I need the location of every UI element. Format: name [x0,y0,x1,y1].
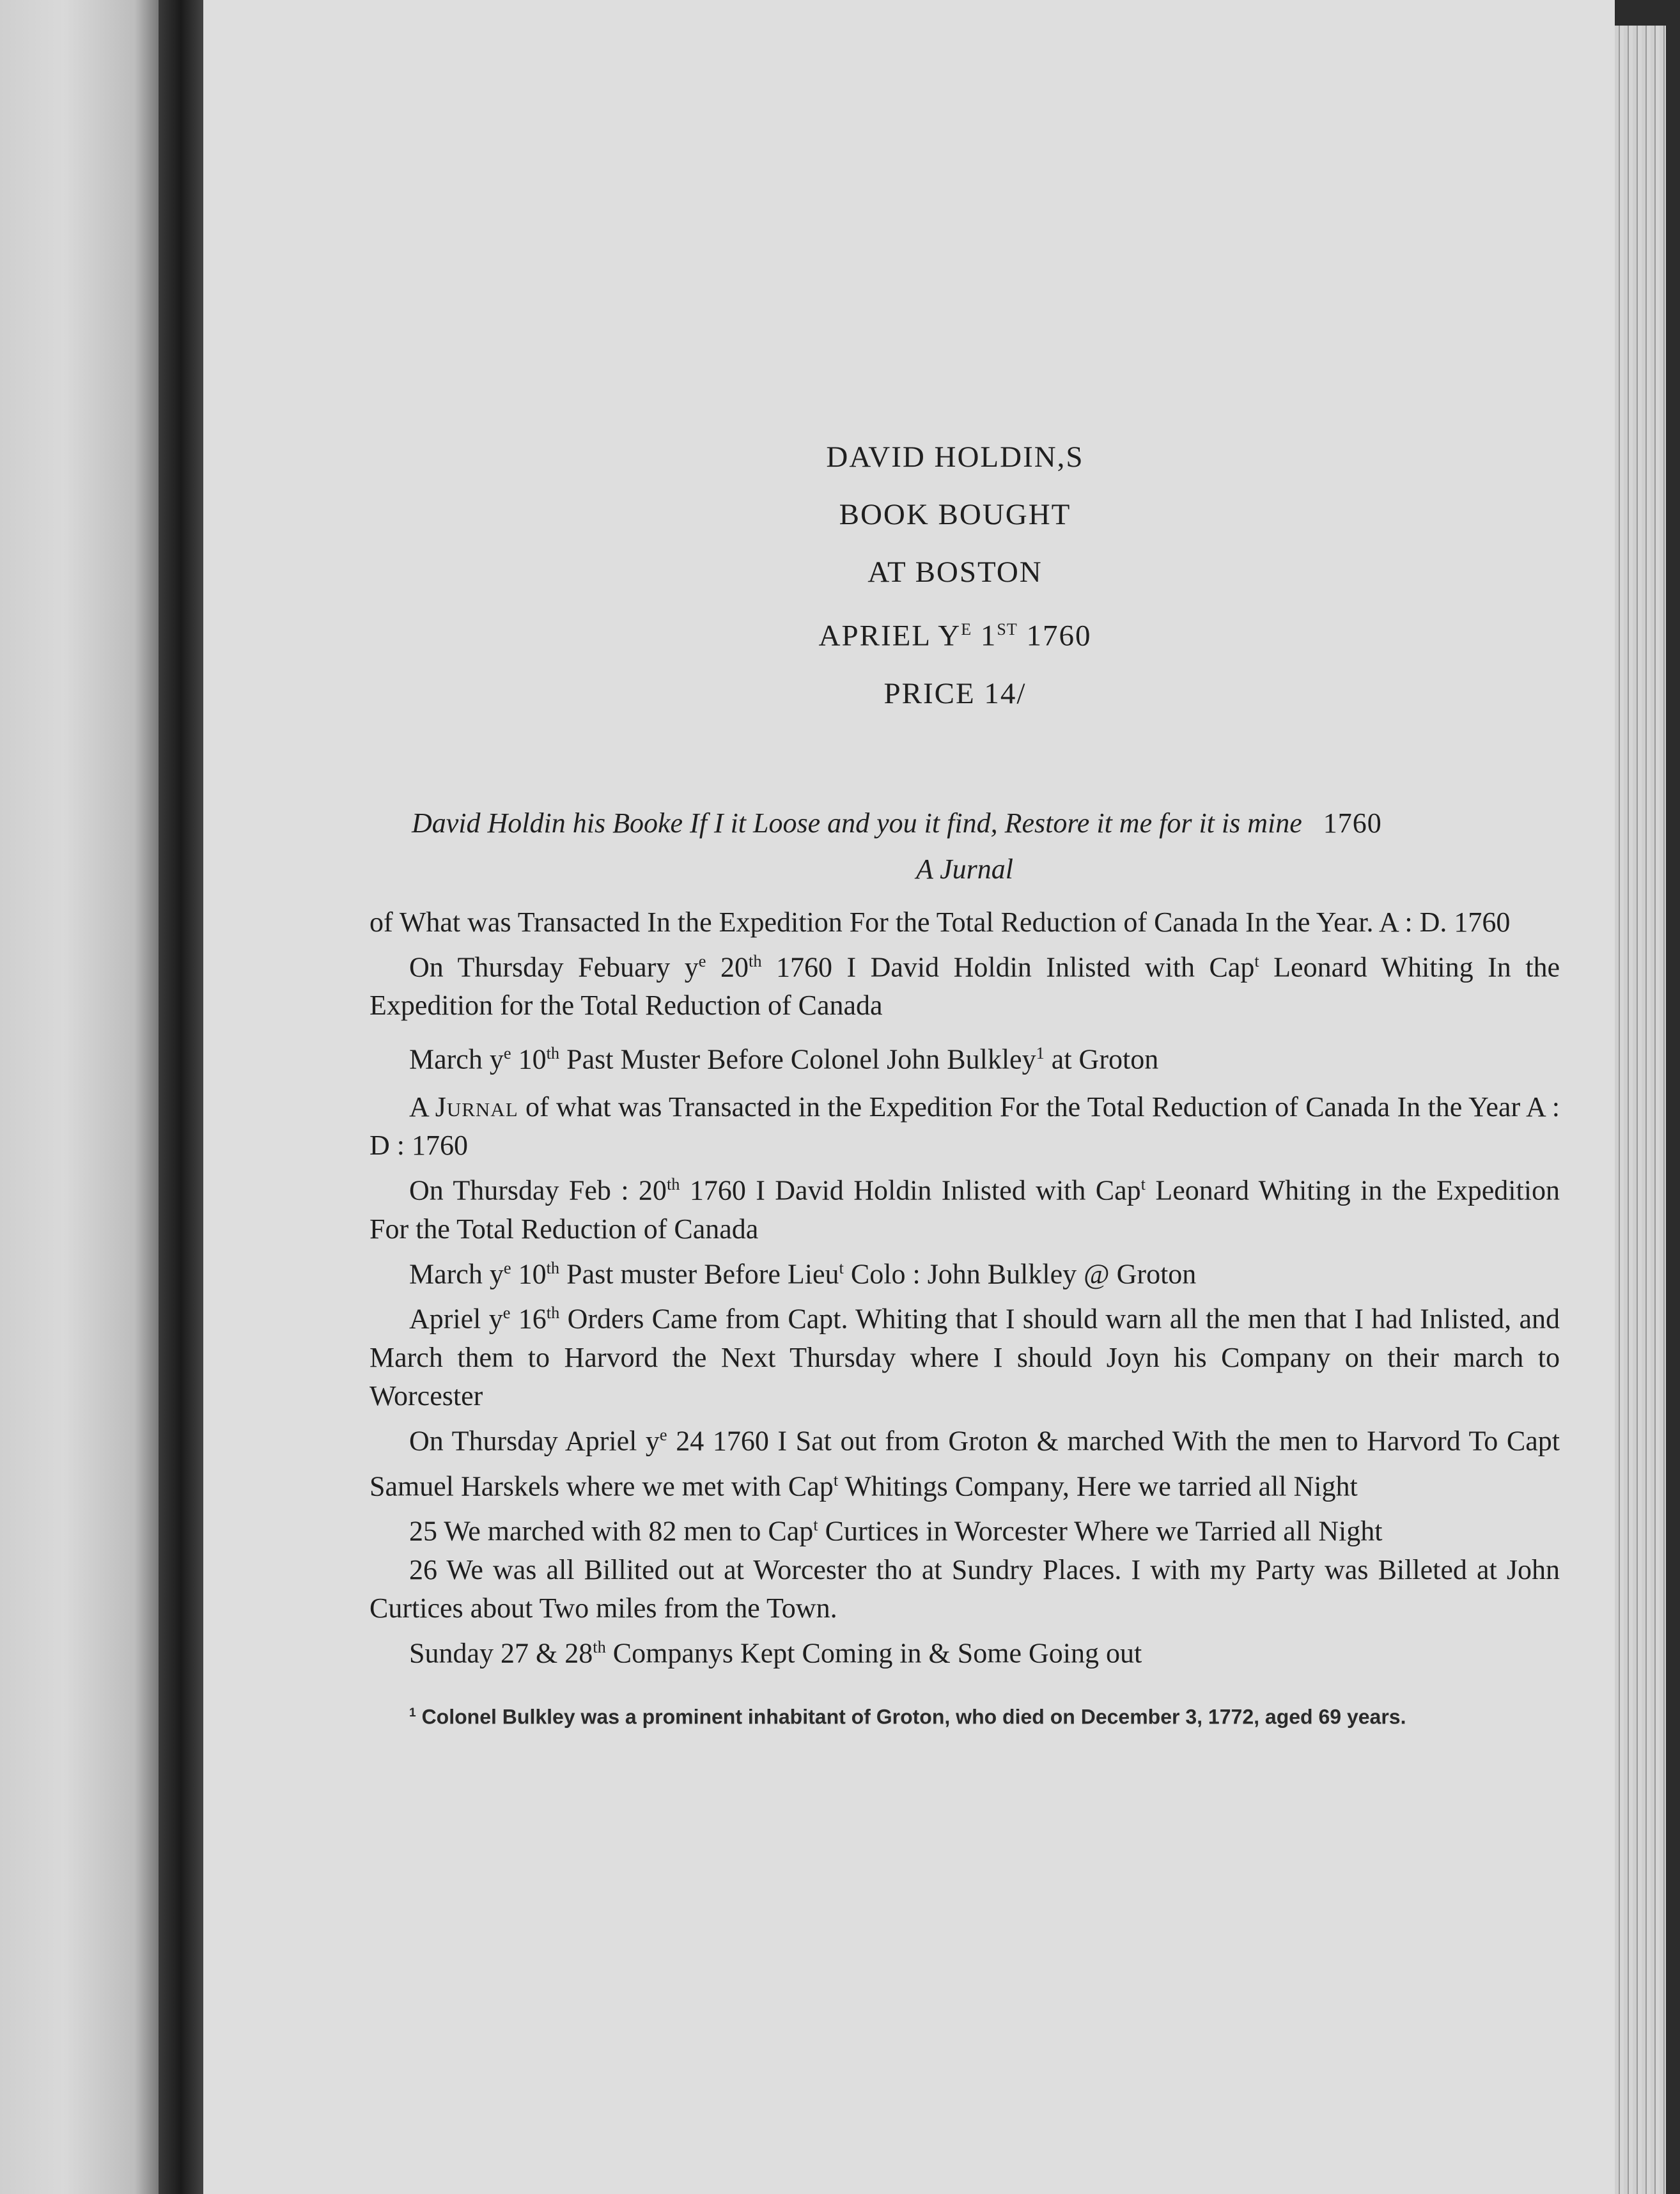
text: Past muster Before Lieu [559,1258,839,1290]
text: Companys Kept Coming in & Some Going out [605,1637,1142,1669]
title-line-4 [350,601,1560,665]
text: Whitings Company, Here we tarried all Night [838,1470,1358,1502]
journal-paragraph [369,942,1560,1025]
journal-paragraph [369,1628,1560,1673]
sup: t [1254,951,1259,970]
journal-paragraph: 26 We was all Billited out at Worcester tho at Sundry Places. I with my Party was Billeted at John Curtices about Two miles from the Town. [369,1553,1560,1624]
text: 25 We marched with 82 men to Cap [409,1515,814,1547]
journal-paragraph [369,1165,1560,1249]
text: March y [409,1258,504,1290]
title-line-4-text: 1 [972,619,997,653]
text: Leonard Whiting In the Expedition for the Total Reduction of Canada [369,951,1560,1022]
page-content [369,428,1560,1731]
text: 24 1760 I Sat out from Groton & marched With the men to Harvord To Capt Samuel Harskels where we met with Cap [369,1425,1560,1502]
journal-paragraph [369,1249,1560,1294]
text: Colo : John Bulkley @ Groton [843,1258,1197,1290]
left-page-edge [0,0,159,2194]
sup: e [659,1424,667,1444]
sup: th [666,1174,680,1194]
footnote [369,1699,1560,1732]
small-caps-text: Jurnal [435,1091,518,1123]
title-block [350,428,1560,722]
text: 1760 I David Holdin Inlisted with Cap [680,1174,1141,1206]
text: On Thursday Apriel y [409,1425,660,1457]
footnote-text: Colonel Bulkley was a prominent inhabitant of Groton, who died on December 3, 1772, aged 69 years. [416,1705,1406,1729]
sup: e [503,1043,511,1063]
text: 16 [510,1303,547,1335]
text: of what was Transacted in the Expedition For the Total Reduction of Canada In the Year A : D : 1760 [369,1091,1560,1161]
journal-paragraph [369,1505,1560,1551]
journal-paragraph: of What was Transacted In the Expedition For the Total Reduction of Canada In the Year. A : D. 1760 [369,906,1511,938]
journal-paragraph [369,1415,1560,1505]
verse-text: David Holdin his Booke If I it Loose and you it find, Restore it me for it is mine [412,807,1302,839]
jurnal-heading: A Jurnal [916,853,1013,885]
journal-paragraph [369,1293,1560,1415]
text: 1760 I David Holdin Inlisted with Cap [761,951,1255,983]
sup: t [813,1515,818,1535]
book-gutter [159,0,203,2194]
journal-paragraph [369,1088,1560,1165]
sup: e [502,1303,511,1323]
sup: t [833,1470,839,1490]
sup: e [698,951,706,970]
sup: e [503,1257,511,1277]
ownership-verse [369,804,1560,843]
title-line-4-text: 1760 [1017,619,1092,653]
text: Past Muster Before Colonel John Bulkley [559,1043,1036,1075]
book-page [203,0,1615,2194]
title-line-5: PRICE 14/ [883,676,1027,710]
title-line-3: AT BOSTON [867,556,1043,589]
title-line-4-sup: ST [997,620,1018,639]
text: 20 [706,951,749,983]
text: On Thursday Febuary y [409,951,699,983]
title-line-4-text: APRIEL Y [818,619,961,653]
text: Leonard Whiting in the Expedition For the Total Reduction of Canada [369,1174,1560,1245]
sup: th [546,1303,560,1323]
footnote-marker: 1 [409,1706,416,1720]
verse-year: 1760 [1323,807,1382,839]
text: Sunday 27 & 28 [409,1637,593,1669]
sup: th [593,1637,606,1656]
sup: th [546,1043,560,1063]
title-line-4-sup: E [961,620,972,639]
text: On Thursday Feb : 20 [409,1174,667,1206]
page-stack-edge [1615,26,1666,2194]
text: 10 [511,1258,547,1290]
text: Apriel y [409,1303,503,1335]
sup: t [1140,1174,1146,1194]
title-line-2: BOOK BOUGHT [839,498,1071,531]
sup: t [839,1257,844,1277]
footnote-marker: 1 [1036,1043,1045,1063]
text: A [409,1091,435,1123]
journal-paragraph [369,1034,1560,1079]
sup: th [546,1257,560,1277]
sup: th [748,951,762,970]
text: March y [409,1043,504,1075]
text: 10 [511,1043,547,1075]
text: Curtices in Worcester Where we Tarried all Night [818,1515,1383,1547]
title-line-1: DAVID HOLDIN,S [826,440,1084,474]
text: at Groton [1044,1043,1159,1075]
text: Orders Came from Capt. Whiting that I should warn all the men that I had Inlisted, and March them to Harvord the Next Thursday where I should Joyn his Company on their march to Worcester [369,1303,1560,1412]
